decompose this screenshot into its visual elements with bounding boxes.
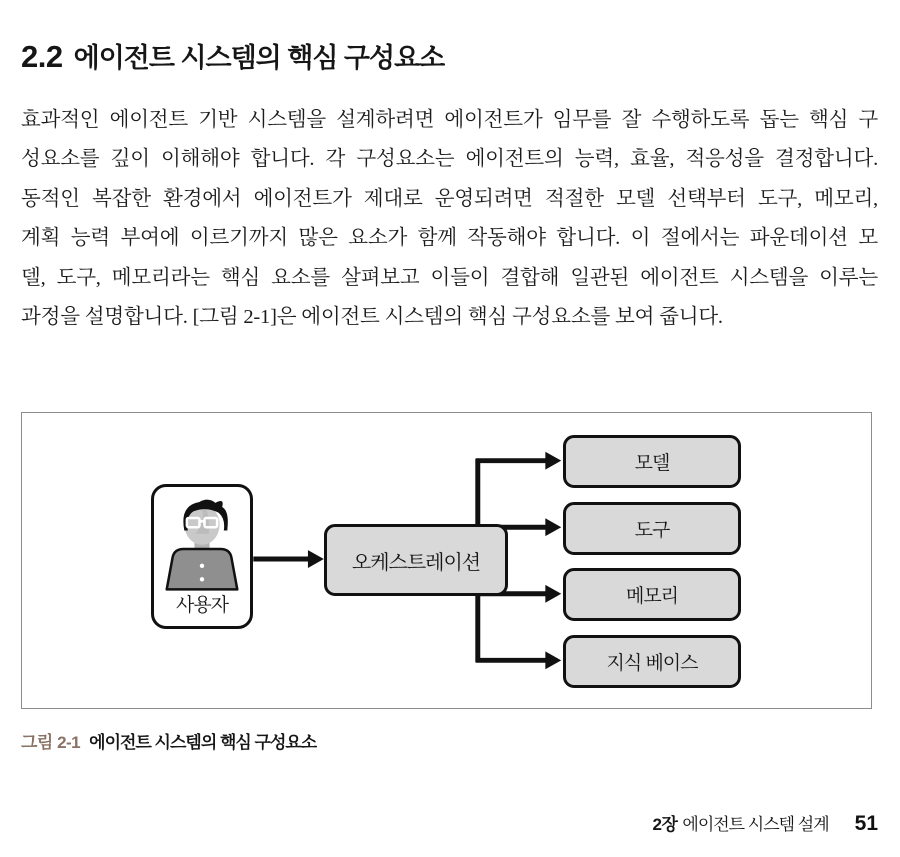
footer-chapter-title: 에이전트 시스템 설계 (682, 815, 829, 834)
model-node: 모델 (563, 435, 741, 488)
figure-caption-label: 그림 2-1 (21, 733, 81, 752)
body-line-6: 과정을 설명합니다. [그림 2-1]은 에이전트 시스템의 핵심 구성요소를 보여 줍니다. (21, 305, 723, 328)
memory-node: 메모리 (563, 568, 741, 621)
tools-node: 도구 (563, 502, 741, 555)
user-node (151, 484, 253, 629)
knowledge-base-node: 지식 베이스 (563, 635, 741, 688)
figure-caption (21, 728, 316, 753)
figure-frame (21, 412, 872, 709)
body-line-3: 동적인 복잡한 환경에서 에이전트가 제대로 운영되려면 적절한 모델 선택부터 도구, 메모리, (21, 187, 878, 210)
orchestration-node-label: 오케스트레이션 (351, 551, 481, 574)
section-number: 2.2 (21, 39, 63, 74)
section-heading (21, 36, 444, 75)
body-line-5: 델, 도구, 메모리라는 핵심 요소를 살펴보고 이들이 결합해 일관된 에이전트 시스템을 이루는 (21, 266, 878, 289)
orchestration-node (324, 524, 508, 596)
body-line-1: 효과적인 에이전트 기반 시스템을 설계하려면 에이전트가 임무를 잘 수행하도록 돕는 핵심 구 (21, 109, 878, 131)
footer-page-number: 51 (854, 812, 878, 835)
user-node-label: 사용자 (175, 595, 229, 616)
figure-caption-text: 에이전트 시스템의 핵심 구성요소 (89, 733, 317, 752)
body-line-4: 계획 능력 부여에 이르기까지 많은 요소가 함께 작동해야 합니다. 이 절에서는 파운데이션 모 (21, 227, 878, 250)
person-icon (160, 496, 244, 592)
footer-chapter-number: 2장 (652, 815, 678, 834)
page-footer (653, 810, 879, 836)
body-line-2: 성요소를 깊이 이해해야 합니다. 각 구성요소는 에이전트의 능력, 효율, 적응성을 결정합니다. (21, 148, 878, 171)
body-paragraph (21, 101, 878, 337)
section-title: 에이전트 시스템의 핵심 구성요소 (73, 43, 445, 73)
